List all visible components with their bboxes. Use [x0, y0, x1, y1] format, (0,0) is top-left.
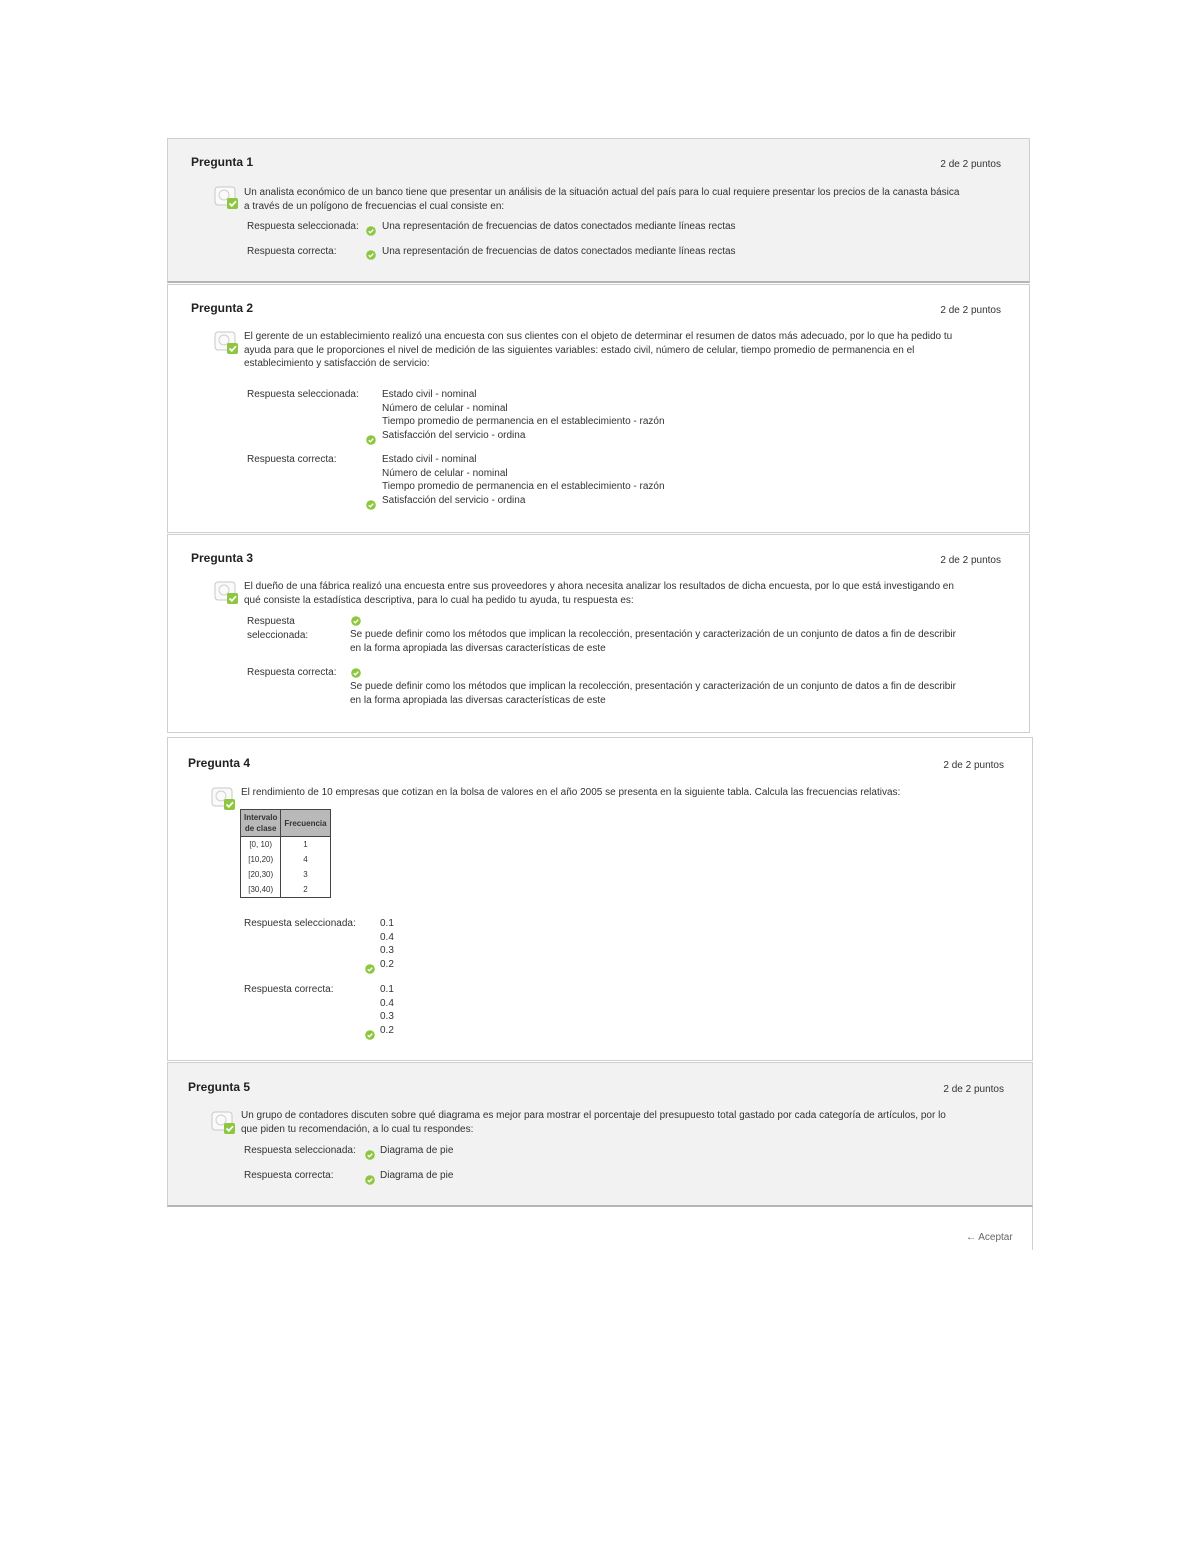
question-block-5	[167, 1062, 1033, 1207]
question-title: Pregunta 3	[191, 551, 254, 565]
question-text	[244, 186, 1014, 213]
question-text-line: que piden tu recomendación, a lo cual tu respondes:	[241, 1123, 474, 1135]
label-line: Respuesta	[247, 616, 295, 627]
check-circle-icon	[365, 964, 375, 974]
selected-answer	[382, 220, 736, 234]
question-text	[241, 1109, 1011, 1136]
answer-line: Estado civil - nominal	[382, 454, 477, 465]
question-text-line: El gerente de un establecimiento realizó una encuesta con sus clientes con el objeto de determinar el resumen de datos más adecuado, por lo que ha pedido tu	[244, 331, 953, 342]
selected-answer-label: Respuesta seleccionada:	[247, 389, 359, 400]
answer-line: 0.2	[380, 1025, 394, 1037]
table-cell: 4	[281, 852, 330, 867]
question-title: Pregunta 2	[191, 301, 254, 315]
question-text-line: El rendimiento de 10 empresas que cotizan en la bolsa de valores en el año 2005 se presenta en la siguiente tabla. Calcula las frecuencias relativas:	[241, 787, 901, 798]
table-header-frequency: Frecuencia	[281, 810, 330, 837]
answer-line: Tiempo promedio de permanencia en el establecimiento - razón	[382, 481, 665, 493]
correct-answer	[382, 453, 665, 508]
question-text-line: a través de un polígono de frecuencias el cual consiste en:	[244, 200, 505, 212]
correct-answer-label: Respuesta correcta:	[244, 984, 334, 995]
frequency-table	[240, 809, 331, 898]
answer-line: en la forma apropiada las diversas características de este	[350, 642, 606, 654]
question-text-line: qué consiste la estadística descriptiva, para lo cual ha pedido tu ayuda, tu respuesta es:	[244, 594, 634, 606]
correct-answer-icon	[211, 1111, 237, 1135]
check-circle-icon	[351, 616, 361, 626]
answer-line: en la forma apropiada las diversas características de este	[350, 694, 606, 706]
answer-line: 0.4	[380, 931, 394, 943]
table-header-row	[241, 810, 331, 837]
correct-answer-label: Respuesta correcta:	[247, 454, 337, 465]
correct-answer	[380, 1169, 453, 1183]
table-row	[241, 882, 331, 898]
question-text-line: El dueño de una fábrica realizó una encuesta entre sus proveedores y ahora necesita analizar los resultados de dicha encuesta, por lo que está investigando en	[244, 581, 954, 592]
table-cell: 3	[281, 867, 330, 882]
selected-answer	[380, 917, 394, 972]
question-points: 2 de 2 puntos	[943, 1084, 1004, 1095]
selected-answer	[350, 628, 956, 655]
answer-line: Una representación de frecuencias de datos conectados mediante líneas rectas	[382, 246, 736, 257]
correct-answer-icon	[214, 186, 240, 210]
answer-line: Se puede definir como los métodos que implican la recolección, presentación y caracterización de un conjunto de datos a fin de describir	[350, 629, 956, 640]
question-title: Pregunta 4	[188, 756, 251, 770]
answer-line: 0.1	[380, 984, 394, 995]
selected-answer-label: Respuesta seleccionada:	[247, 221, 359, 232]
question-points: 2 de 2 puntos	[940, 555, 1001, 566]
check-circle-icon	[351, 668, 361, 678]
question-text	[244, 580, 1014, 607]
table-cell: [10,20)	[241, 852, 281, 867]
question-title: Pregunta 5	[188, 1080, 251, 1094]
question-block-2	[167, 284, 1030, 533]
table-row	[241, 837, 331, 853]
table-cell: [20,30)	[241, 867, 281, 882]
answer-line: Una representación de frecuencias de datos conectados mediante líneas rectas	[382, 221, 736, 232]
question-text-line: Un grupo de contadores discuten sobre qué diagrama es mejor para mostrar el porcentaje del presupuesto total gastado por cada categoría de artículos, por lo	[241, 1110, 946, 1121]
question-block-3	[167, 534, 1030, 733]
question-points: 2 de 2 puntos	[940, 159, 1001, 170]
table-cell: [30,40)	[241, 882, 281, 898]
table-row	[241, 867, 331, 882]
correct-answer	[350, 680, 956, 707]
question-block-1	[167, 138, 1030, 283]
correct-answer	[382, 245, 736, 259]
answer-line: Diagrama de pie	[380, 1170, 454, 1181]
selected-answer-label: Respuesta seleccionada:	[244, 918, 356, 929]
header-line: Intervalo	[244, 813, 278, 822]
question-text-line: Un analista económico de un banco tiene que presentar un análisis de la situación actual del país para lo cual requiere presentar los precios de la canasta básica	[244, 187, 960, 198]
selected-answer-label	[247, 615, 308, 642]
accept-link[interactable]: ← Aceptar	[966, 1232, 1013, 1243]
answer-line: 0.2	[380, 959, 394, 971]
question-points: 2 de 2 puntos	[940, 305, 1001, 316]
table-cell: 2	[281, 882, 330, 898]
check-circle-icon	[365, 1150, 375, 1160]
table-cell: [0, 10)	[241, 837, 281, 853]
correct-answer-label: Respuesta correcta:	[247, 246, 337, 257]
answer-line: Satisfacción del servicio - ordina	[382, 495, 526, 507]
question-block-4	[167, 737, 1033, 1061]
correct-answer-label: Respuesta correcta:	[247, 667, 337, 678]
answer-line: Número de celular - nominal	[382, 467, 508, 479]
correct-answer-label: Respuesta correcta:	[244, 1170, 334, 1181]
answer-line: Se puede definir como los métodos que implican la recolección, presentación y caracterización de un conjunto de datos a fin de describir	[350, 681, 956, 692]
table-cell: 1	[281, 837, 330, 853]
question-title: Pregunta 1	[191, 155, 254, 169]
selected-answer-label: Respuesta seleccionada:	[244, 1145, 356, 1156]
check-circle-icon	[365, 1175, 375, 1185]
table-header-interval	[241, 810, 281, 837]
correct-answer-icon	[214, 581, 240, 605]
answer-line: Satisfacción del servicio - ordina	[382, 430, 526, 442]
selected-answer	[382, 388, 665, 443]
question-text	[241, 786, 1011, 800]
question-points: 2 de 2 puntos	[943, 760, 1004, 771]
question-text	[244, 330, 1014, 371]
label-line: seleccionada:	[247, 629, 309, 641]
answer-line: Tiempo promedio de permanencia en el establecimiento - razón	[382, 416, 665, 428]
selected-answer	[380, 1144, 453, 1158]
correct-answer	[380, 983, 394, 1038]
answer-line: Diagrama de pie	[380, 1145, 454, 1156]
footer-divider	[1032, 1207, 1033, 1250]
question-text-line: establecimiento y satisfacción de servicio:	[244, 358, 430, 369]
check-circle-icon	[366, 226, 376, 236]
answer-line: 0.3	[380, 945, 394, 957]
answer-line: Estado civil - nominal	[382, 389, 477, 400]
check-circle-icon	[366, 250, 376, 260]
question-text-line: ayuda para que le proporciones el nivel de medición de las siguientes variables: estado civil, número de celular, tiempo promedio de permanencia en el	[244, 344, 915, 356]
correct-answer-icon	[214, 331, 240, 355]
answer-line: 0.1	[380, 918, 394, 929]
table-row	[241, 852, 331, 867]
correct-answer-icon	[211, 787, 237, 811]
answer-line: 0.3	[380, 1011, 394, 1023]
check-circle-icon	[365, 1030, 375, 1040]
check-circle-icon	[366, 435, 376, 445]
header-line: de clase	[244, 824, 277, 833]
check-circle-icon	[366, 500, 376, 510]
answer-line: Número de celular - nominal	[382, 402, 508, 414]
answer-line: 0.4	[380, 997, 394, 1009]
